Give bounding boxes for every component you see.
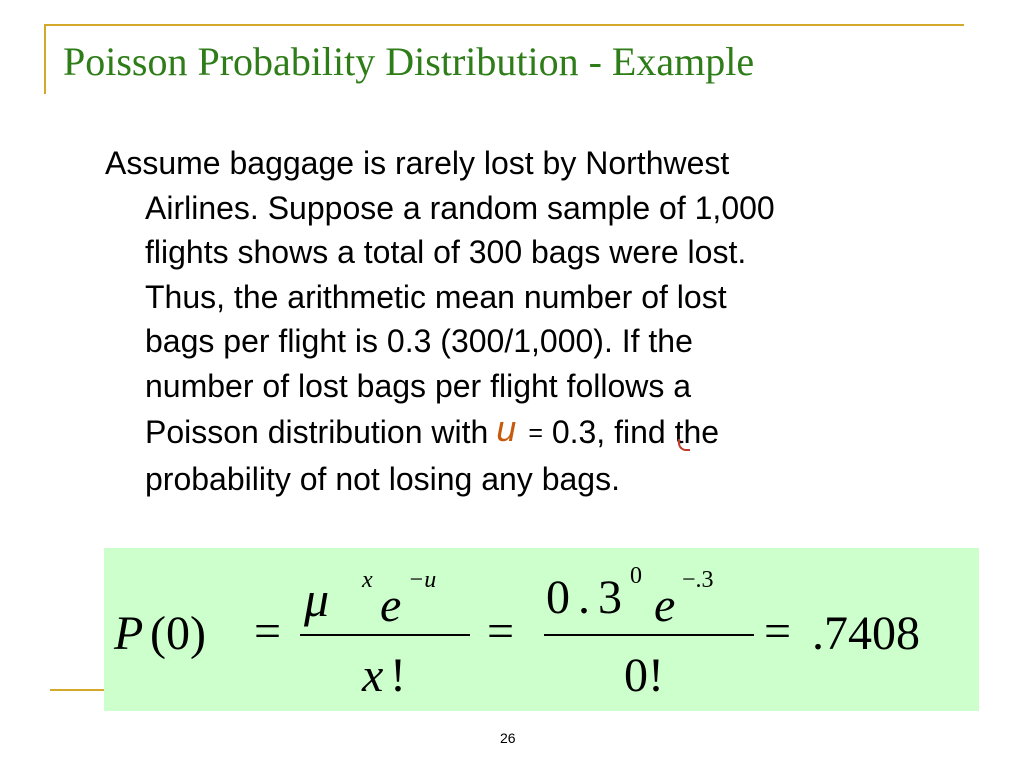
formula-result: .7408 [812, 607, 920, 660]
formula-e-exp-2: −.3 [682, 567, 714, 593]
mu-line-before: Poisson distribution with [145, 413, 489, 450]
frame-left-rule [44, 24, 46, 94]
body-line-4: Thus, the arithmetic mean number of lost [145, 278, 727, 315]
formula-den-2: 0! [624, 649, 664, 702]
formula-e-2: e [654, 579, 676, 632]
body-line-6: number of lost bags per flight follows a [145, 367, 692, 404]
mu-symbol: u [496, 407, 517, 449]
body-line-2: Airlines. Suppose a random sample of 1,000 [145, 189, 775, 226]
body-line-3: flights shows a total of 300 bags were lost. [145, 234, 747, 271]
mu-hook-mark [678, 439, 690, 451]
formula-box [104, 548, 979, 711]
formula-eq-3: = [764, 605, 792, 658]
slide-title: Poisson Probability Distribution - Example [63, 39, 755, 84]
formula-e-exp-1: −u [408, 567, 437, 593]
formula-eq-1: = [254, 605, 282, 658]
body-line-last: probability of not losing any bags. [145, 461, 620, 498]
frame-top-rule [44, 24, 964, 26]
formula-frac-bar-1 [300, 634, 470, 636]
formula-den-x: x [362, 649, 384, 702]
formula-p: P [114, 607, 144, 660]
formula-e-1: e [380, 579, 402, 632]
formula-frac-bar-2 [544, 634, 754, 636]
mu-line-after: 0.3, find the [551, 413, 720, 450]
mu-equals: = [528, 418, 543, 447]
formula-num2-exp: 0 [630, 563, 642, 589]
formula-p-arg: (0) [150, 607, 206, 660]
formula-num2-base: 0.3 [546, 571, 630, 624]
page-number: 26 [500, 730, 516, 746]
formula-eq-2: = [487, 605, 515, 658]
formula-mu: μ [304, 571, 330, 627]
formula-mu-exp-x: x [362, 567, 373, 593]
body-line-1: Assume baggage is rarely lost by Northwest [105, 145, 730, 181]
body-text [105, 141, 945, 502]
body-line-5: bags per flight is 0.3 (300/1,000). If the [145, 323, 693, 360]
formula-den-bang: ! [390, 649, 406, 702]
body-line-mu [105, 409, 945, 458]
